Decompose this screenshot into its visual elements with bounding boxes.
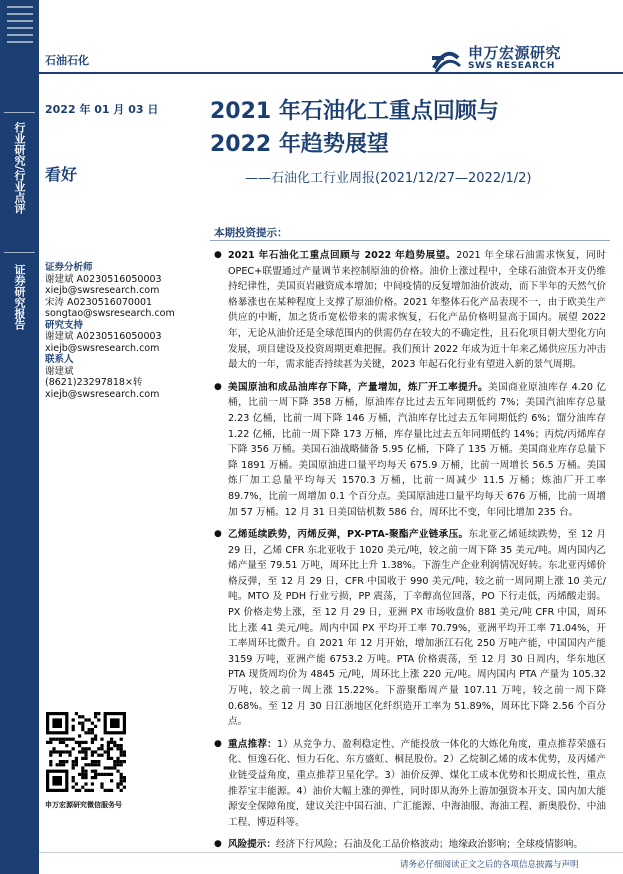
company-logo bbox=[430, 42, 600, 76]
investment-points bbox=[214, 248, 606, 860]
bullet-icon: ● bbox=[214, 250, 222, 260]
analyst-line: 证券分析师 bbox=[45, 262, 93, 273]
report-category-label: 证券研究报告 bbox=[13, 264, 26, 330]
bullet-body: 经济下行风险；石油及化工品价格波动；地缘政治影响；全球疫情影响。 bbox=[275, 839, 583, 851]
bullet-lead: 风险提示： bbox=[228, 839, 276, 851]
analyst-line: xiejb@swsresearch.com bbox=[45, 285, 160, 296]
strip-divider bbox=[4, 252, 35, 253]
analyst-line: (8621)23297818×转 bbox=[45, 377, 143, 388]
bullet-lead: 2021 年石油化工重点回顾与 2022 年趋势展望。 bbox=[228, 250, 457, 261]
analyst-line: 研究支持 bbox=[45, 319, 84, 331]
qr-caption: 申万宏源研究微信服务号 bbox=[45, 801, 122, 809]
logo-en-text: SWS RESEARCH bbox=[468, 61, 555, 71]
disclaimer-footer[interactable]: 请务必仔细阅读正文之后的各项信息披露与声明 bbox=[400, 860, 579, 870]
list-item bbox=[214, 737, 606, 831]
analyst-line: 联系人 bbox=[45, 354, 74, 365]
analyst-line: 宋涛 A0230516070001 bbox=[45, 296, 153, 308]
bullet-lead: 重点推荐： bbox=[228, 738, 277, 750]
bullet-icon: ● bbox=[214, 839, 222, 850]
report-title bbox=[210, 95, 610, 161]
analyst-line: songtao@swsresearch.com bbox=[45, 308, 175, 319]
strip-decoration bbox=[7, 6, 33, 66]
analyst-line: 谢建斌 A0230516050003 bbox=[45, 273, 162, 285]
list-item bbox=[214, 837, 606, 853]
report-type-label: 行业研究/行业点评 bbox=[13, 121, 26, 215]
section-heading: 本期投资提示： bbox=[214, 227, 288, 239]
industry-label: 石油石化 bbox=[45, 54, 89, 67]
bullet-icon: ● bbox=[214, 529, 222, 540]
section-rule bbox=[210, 240, 610, 241]
analyst-line: 谢建斌 bbox=[45, 365, 74, 377]
analyst-line: xiejb@swsresearch.com bbox=[45, 388, 160, 400]
analyst-contacts bbox=[45, 262, 195, 400]
qr-code-icon bbox=[46, 712, 126, 792]
bullet-icon: ● bbox=[214, 381, 222, 392]
list-item bbox=[214, 527, 606, 730]
analyst-line: xiejb@swsresearch.com bbox=[45, 342, 160, 354]
list-item bbox=[214, 380, 606, 520]
strip-divider bbox=[4, 112, 35, 113]
analyst-line: 谢建斌 A0230516050003 bbox=[45, 331, 162, 342]
bullet-body: 2021 年全球石油需求恢复，同时OPEC+联盟通过产量调节来控制原油的价格。油价上涨过程中，全球石油资本开支仍维持纪律性，美国页岩融资成本增加；中间疫情的反复增加油价波动，而下半年的天然气价格暴涨也在某种程度上支撑了原油价格。2021 年整体石化产品表现不一，由于欧美生产供应的中断，加之货币宽松带来的需求恢复，石化产品价格明显高于国内。展望 2022 年，无论从油价还是全球范围内的供需仍存在较大的不确定性，且石化项目朝大型化方向发展，项目建设及投资周期更难把握。我们预计 2022 年成为近十年来乙烯供应压力冲击最大的一年，需求能否持续甚为关键，2023 年起石化行业有望进入新的景气周期。 bbox=[228, 250, 606, 371]
footer-rule bbox=[39, 852, 623, 853]
bullet-lead: 乙烯延续跌势，丙烯反弹，PX-PTA-聚酯产业链承压。 bbox=[228, 529, 469, 541]
report-date: 2022 年 01 月 03 日 bbox=[45, 103, 159, 116]
title-line-2: 2022 年趋势展望 bbox=[210, 132, 389, 157]
bullet-icon: ● bbox=[214, 738, 222, 749]
title-line-1: 2021 年石油化工重点回顾与 bbox=[210, 99, 499, 124]
bullet-lead: 美国原油和成品油库存下降，产量增加，炼厂开工率提升。 bbox=[228, 381, 489, 393]
industry-rating: 看好 bbox=[45, 165, 78, 184]
side-strip bbox=[0, 0, 39, 874]
list-item bbox=[214, 248, 606, 373]
bullet-body: 1）从竞争力、盈利稳定性、产能投放一体化的大炼化角度，重点推荐荣盛石化、恒逸石化、恒力石化、东方盛虹、桐昆股份。2）乙烷制乙烯的成本优势，及丙烯产业链受益角度，重点推荐卫星化学。3）油价反弹、煤化工成本优势和长期成长性，重点推荐宝丰能源。4）油价大幅上涨的弹性，同时即从海外上游加强资本开支、国内加大能源安全保障角度，建议关注中国石油、广汇能源、中海油服、海油工程、新奥股份、中油工程、博迈科等。 bbox=[228, 738, 606, 828]
bullet-body: 美国商业原油库存 4.20 亿桶，比前一周下降 358 万桶，原油库存比过去五年同期低约 7%；美国汽油库存总量 2.23 亿桶，比前一周下降 146 万桶，汽油库存比过去五年同期低约 6%；馏分油库存 1.22 亿桶，比前一周下降 173 万桶，库存量比过去五年同期低约 14%；丙烷/丙烯库存下降 356 万桶。美国石油战略储备 5.95 亿桶，下降了 135 万桶。美国商业库存总量下降 1891 万桶。美国原油进口量平均每天 675.9 万桶，比前一周增长 56.5 万桶。美国炼厂加工总量平均每天 1570.3 万桶，比前一周减少 11.5 万桶；炼油厂开工率 89.7%，比前一周增加 0.1 个百分点。美国原油进口量平均每天 676 万桶，比前一周增加 57 万桶。12 月 31 日美国钻机数 586 台，周环比不变，年同比增加 235 台。 bbox=[228, 381, 606, 518]
report-subtitle: ——石油化工行业周报(2021/12/27—2022/1/2) bbox=[245, 171, 532, 186]
logo-cn-text: 申万宏源研究 bbox=[468, 44, 562, 62]
logo-mark-icon bbox=[430, 44, 462, 74]
bullet-body: 东北亚乙烯延续跌势，至 12 月 29 日，乙烯 CFR 东北亚收于 1020 美元/吨，较之前一周下降 35 美元/吨。周内国内乙烯产量至 79.51 万吨，周环比上升 1.38%。下游生产企业利润情况好转。东北亚丙烯价格反弹，至 12 月 29 日，CFR 中国收于 990 美元/吨，较之前一周同期上涨 10 美元/吨。MTO 及 PDH 行业亏损，PP 震荡，丁辛醇高位回落，PO 下行走低，丙烯酸走弱。PX 价格走势上涨，至 12 月 29 日，亚洲 PX 市场收盘价 881 美元/吨 CFR 中国，周环比上涨 41 美元/吨。周内中国 PX 平均开工率 70.79%，亚洲平均开工率 71.04%，开工率周环比微升。自 2021 年 12 月开始，增加浙江石化 250 万吨产能，中国国内产能 3159 万吨，亚洲产能 6753.2 万吨。PTA 价格震荡，至 12 月 30 日周内，华东地区 PTA 现货周均价为 4845 元/吨，周环比上涨 220 元/吨。周内国内 PTA 产量为 105.32 万吨，较之前一周上涨 15.22%。下游聚酯周产量 107.11 万吨，较之前一周下降 0.68%。至 12 月 30 日江浙地区化纤织造开工率为 51.89%，周环比下降 2.56 个百分点。 bbox=[228, 529, 606, 728]
